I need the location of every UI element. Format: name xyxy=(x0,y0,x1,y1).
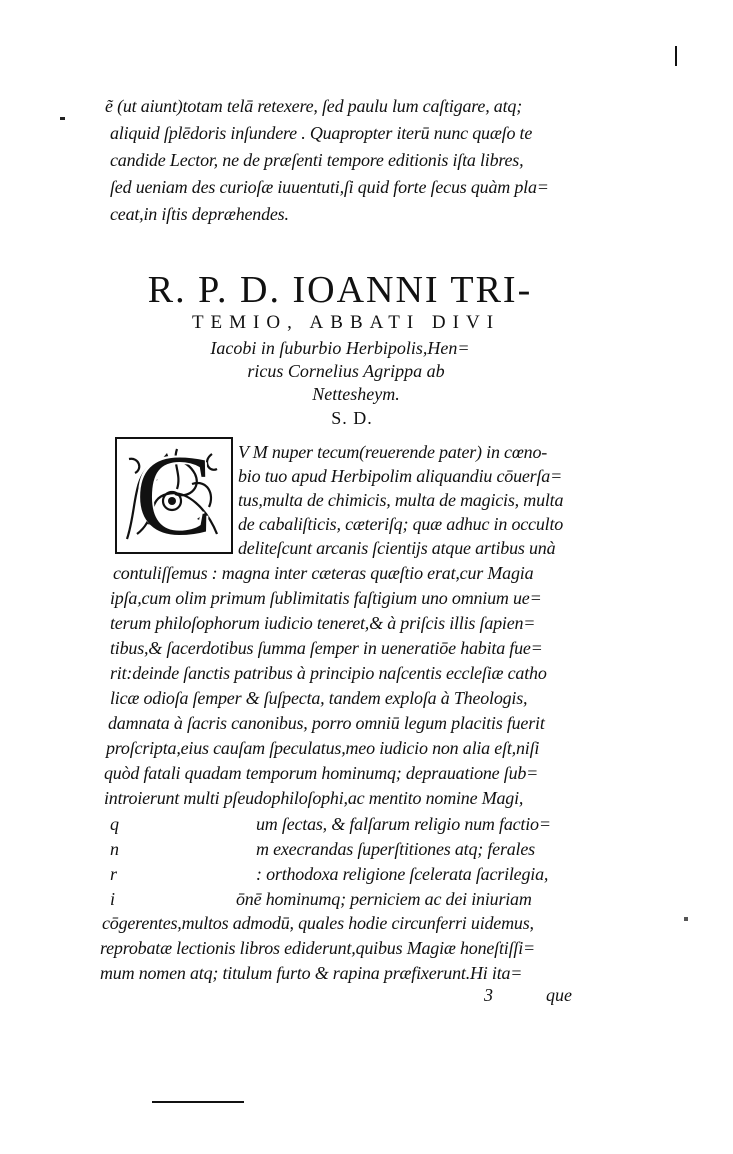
margin-mark xyxy=(60,117,65,120)
body-line: ōnē hominumq; perniciem ac dei iniuriam xyxy=(236,889,532,909)
body-line: contuliſſemus : magna inter cæteras quæſtio erat,cur Magia xyxy=(113,563,534,583)
body-line: cōgerentes,multos admodū, quales hodie circunferri uidemus, xyxy=(102,913,534,933)
body-line: licæ odioſa ſemper & ſuſpecta, tandem exploſa à Theologis, xyxy=(110,688,528,708)
body-line: terum philoſophorum iudicio teneret,& à priſcis illis ſapien= xyxy=(110,613,536,633)
dedication-subtitle: TEMIO, ABBATI DIVI xyxy=(191,312,501,333)
decorated-initial xyxy=(115,431,233,560)
page-edge-mark xyxy=(675,46,677,66)
signature-mark: 3 xyxy=(484,985,493,1005)
body-line: tibus,& ſacerdotibus ſumma ſemper in ueneratiōe habita fue= xyxy=(110,638,543,658)
intro-line: aliquid ſplēdoris inſundere . Quapropter iterū nunc quæſo te xyxy=(110,123,533,143)
dedication-line: ricus Cornelius Agrippa ab xyxy=(247,361,445,381)
intro-line: ſed ueniam des curioſæ iuuentuti,ſi quid forte ſecus quàm pla= xyxy=(110,177,549,197)
dedication-line: Iacobi in ſuburbio Herbipolis,Hen= xyxy=(210,338,470,358)
text-fragment: i xyxy=(110,889,116,909)
body-line: m execrandas ſuperſtitiones atq; ferales xyxy=(256,839,535,859)
body-line: quòd fatali quadam temporum hominumq; deprauatione ſub= xyxy=(104,763,539,783)
dedication-title: R. P. D. IOANNI TRI- xyxy=(147,269,533,311)
text-fragment: q xyxy=(110,814,119,834)
body-line: ipſa,cum olim primum ſublimitatis faſtigium uno omnium ue= xyxy=(110,588,542,608)
body-line: deliteſcunt arcanis ſcientijs atque artibus unà xyxy=(238,538,556,558)
catchword: que xyxy=(546,985,572,1005)
body-line: introierunt multi pſeudophiloſophi,ac mentito nomine Magi, xyxy=(104,788,524,808)
intro-line: ẽ (ut aiunt)totam telā retexere, ſed paulu lum caſtigare, atq; xyxy=(105,96,522,116)
bottom-rule xyxy=(152,1101,244,1103)
dedication-line: Nettesheym. xyxy=(312,384,400,404)
body-line: damnata à ſacris canonibus, porro omniū legum placitis fuerit xyxy=(108,713,545,733)
text-fragment: r xyxy=(110,864,118,884)
body-line: rit:deinde ſanctis patribus à principio naſcentis eccleſiæ catho xyxy=(110,663,547,683)
initial-letter: C xyxy=(135,431,213,560)
body-line: tus,multa de chimicis, multa de magicis, multa xyxy=(238,490,564,510)
body-line: reprobatæ lectionis libros ediderunt,quibus Magiæ honeſtiſſi= xyxy=(100,938,535,958)
intro-line: ceat,in iſtis depræhendes. xyxy=(110,204,289,224)
body-line: : orthodoxa religione ſcelerata ſacrilegia, xyxy=(256,864,549,884)
text-fragment: n xyxy=(110,839,119,859)
body-line: um ſectas, & falſarum religio num factio= xyxy=(256,814,551,834)
body-line: proſcripta,eius cauſam ſpeculatus,meo iudicio non alia eſt,niſi xyxy=(106,738,540,758)
salutation: S. D. xyxy=(331,408,373,428)
body-line: mum nomen atq; titulum furto & rapina præfixerunt.Hi ita= xyxy=(100,963,523,983)
body-line: V M nuper tecum(reuerende pater) in cœno- xyxy=(238,442,548,462)
body-line: de cabaliſticis, cæteriſq; quæ adhuc in occulto xyxy=(238,514,564,534)
margin-mark xyxy=(684,917,688,921)
body-line: bio tuo apud Herbipolim aliquandiu cōuerſa= xyxy=(238,466,563,486)
intro-line: candide Lector, ne de præſenti tempore editionis iſta libres, xyxy=(110,150,524,170)
